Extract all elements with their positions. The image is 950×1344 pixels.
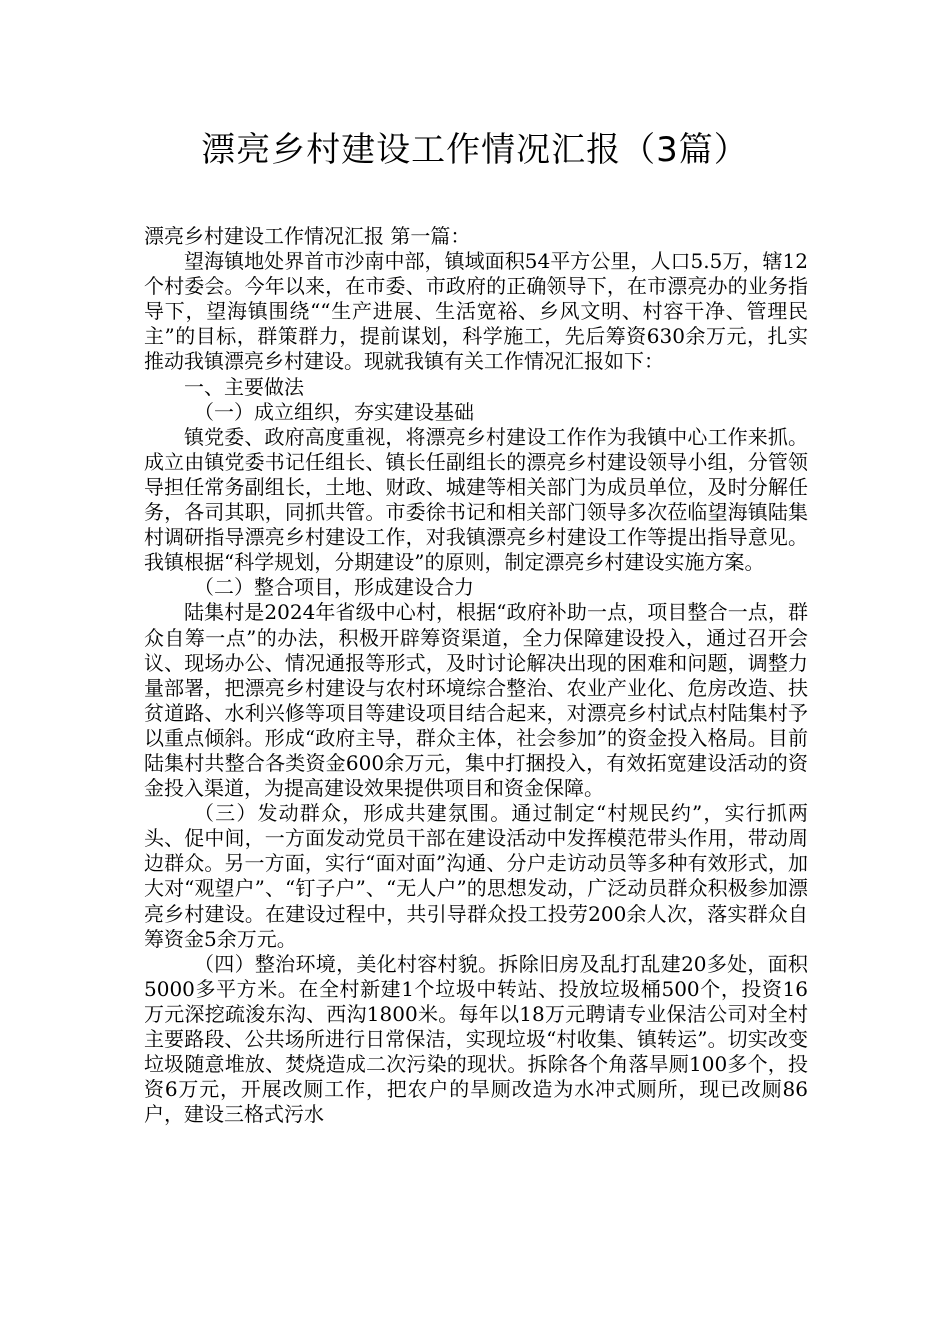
paragraph-environment: （四）整治环境，美化村容村貌。拆除旧房及乱打乱建20多处，面积5000多平方米。在全村新建1个垃圾中转站、投放垃圾桶500个，投资16万元深挖疏浚东沟、西沟1800米。每年以18万元聘请专业保洁公司对全村主要路段、公共场所进行日常保洁，实现垃圾“村收集、镇转运”。切实改变垃圾随意堆放、焚烧造成二次污染的现状。拆除各个角落旱厕100多个，投资6万元，开展改厕工作，把农户的旱厕改造为水冲式厕所，现已改厕86户，建设三格式污水 — [144, 951, 808, 1127]
paragraph-organization: 镇党委、政府高度重视，将漂亮乡村建设工作作为我镇中心工作来抓。成立由镇党委书记任组长、镇长任副组长的漂亮乡村建设领导小组，分管领导担任常务副组长，土地、财政、城建等相关部门为成员单位，及时分解任务，各司其职，同抓共管。市委徐书记和相关部门领导多次莅临望海镇陆集村调研指导漂亮乡村建设工作，对我镇漂亮乡村建设工作等提出指导意见。我镇根据“科学规划，分期建设”的原则，制定漂亮乡村建设实施方案。 — [144, 424, 808, 575]
document-title: 漂亮乡村建设工作情况汇报（3篇） — [201, 130, 749, 170]
subheading-organization: （一）成立组织，夯实建设基础 — [194, 399, 474, 424]
paragraph-mobilize-masses: （三）发动群众，形成共建氛围。通过制定“村规民约”，实行抓两头、促中间，一方面发动党员干部在建设活动中发挥模范带头作用，带动周边群众。另一方面，实行“面对面”沟通、分户走访动员等多种有效形式，加大对“观望户”、“钉子户”、“无人户”的思想发动，广泛动员群众积极参加漂亮乡村建设。在建设过程中，共引导群众投工投劳200余人次，落实群众自筹资金5余万元。 — [144, 801, 808, 951]
document-body — [144, 224, 808, 1127]
section-intro-line: 漂亮乡村建设工作情况汇报 第一篇： — [144, 224, 471, 248]
paragraph-overview: 望海镇地处界首市沙南中部，镇域面积54平方公里，人口5.5万，辖12个村委会。今年以来，在市委、市政府的正确领导下，在市漂亮办的业务指导下，望海镇围绕““生产进展、生活宽裕、乡风文明、村容干净、管理民主”的目标，群策群力，提前谋划，科学施工，先后筹资630余万元，扎实推动我镇漂亮乡村建设。现就我镇有关工作情况汇报如下： — [144, 249, 808, 374]
subheading-projects: （二）整合项目，形成建设合力 — [194, 575, 474, 600]
paragraph-projects: 陆集村是2024年省级中心村，根据“政府补助一点，项目整合一点，群众自筹一点”的办法，积极开辟筹资渠道，全力保障建设投入，通过召开会议、现场办公、情况通报等形式，及时讨论解决出现的困难和问题，调整力量部署，把漂亮乡村建设与农村环境综合整治、农业产业化、危房改造、扶贫道路、水利兴修等项目等建设项目结合起来，对漂亮乡村试点村陆集村予以重点倾斜。形成“政府主导，群众主体，社会参加”的资金投入格局。目前陆集村共整合各类资金600余万元，集中打捆投入，有效拓宽建设活动的资金投入渠道，为提高建设效果提供项目和资金保障。 — [144, 600, 808, 801]
heading-main-practices: 一、主要做法 — [184, 374, 304, 399]
